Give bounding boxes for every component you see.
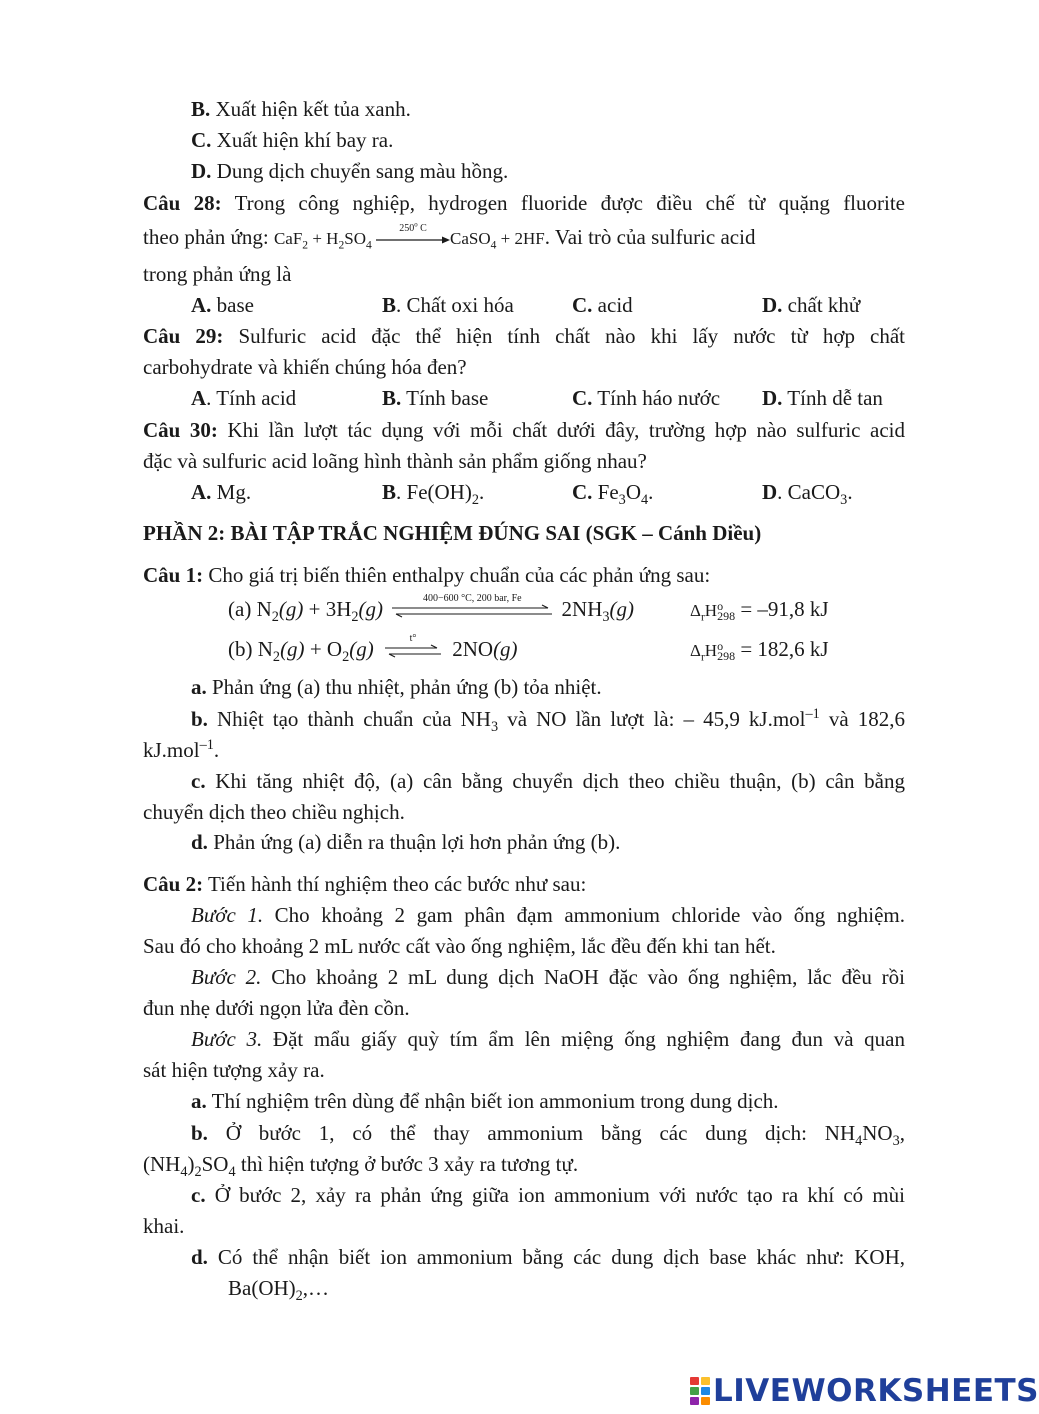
liveworksheets-logo — [690, 1372, 1039, 1410]
c2-step2: Bước 2. Cho khoảng 2 mL dung dịch NaOH đặc vào ống nghiệm, lắc đều rồi — [191, 965, 905, 989]
q30-option-c[interactable]: C. $Fe_3O_4$. — [572, 480, 654, 509]
c1-statement-c-cont: chuyển dịch theo chiều nghịch. — [143, 800, 405, 824]
q30-option-d[interactable]: D. CaCO$_3$. — [762, 480, 853, 509]
c2-statement-d-cont: $Ba(OH)_2,\dots$ — [228, 1276, 330, 1305]
c2-statement-c-cont: khai. — [143, 1214, 185, 1238]
c1-statement-d[interactable]: d. Phản ứng (a) diễn ra thuận lợi hơn phản ứng (b). — [191, 830, 621, 854]
q29-option-d[interactable]: D. Tính dễ tan — [762, 386, 883, 410]
c1-statement-c[interactable]: c. Khi tăng nhiệt độ, (a) cân bằng chuyển dịch theo chiều thuận, (b) cân bằng — [191, 769, 905, 793]
c1-equilibrium-arrow-b: t° — [385, 645, 441, 657]
c2-step3-cont: sát hiện tượng xảy ra. — [143, 1058, 325, 1082]
c2-statement-b[interactable]: b. Ở bước 1, có thể thay ammonium bằng các dung dịch: $NH_4NO_3$, — [191, 1121, 905, 1150]
part2-heading: PHẦN 2: BÀI TẬP TRẮC NGHIỆM ĐÚNG SAI (SGK – Cánh Diều) — [143, 521, 762, 545]
c2-step3: Bước 3. Đặt mẩu giấy quỳ tím ẩm lên miệng ống nghiệm đang đun và quan — [191, 1027, 906, 1051]
q28-option-d[interactable]: D. chất khử — [762, 293, 861, 317]
c1-intro: Câu 1: Cho giá trị biến thiên enthalpy chuẩn của các phản ứng sau: — [143, 563, 711, 587]
c2-statement-a[interactable]: a. Thí nghiệm trên dùng để nhận biết ion ammonium trong dung dịch. — [191, 1089, 779, 1113]
q30-option-b[interactable]: B. $Fe(OH)_2$. — [382, 480, 485, 509]
q27-option-d: D. Dung dịch chuyển sang màu hồng. — [191, 159, 509, 183]
q29-option-b[interactable]: B. Tính base — [382, 386, 489, 410]
q30-stem-line2: đặc và sulfuric acid loãng hình thành sản phẩm giống nhau? — [143, 449, 647, 473]
q28-stem-line2: theo phản ứng: $CaF_2 + H_2SO_4$ 250$^o$ C CaSO$_4$ + 2HF. Vai trò của sulfuric acid — [143, 221, 756, 252]
c1-enthalpy-a: $\Delta_rH$ o 298 = –91,8 kJ — [690, 597, 829, 624]
c2-statement-c[interactable]: c. Ở bước 2, xảy ra phản ứng giữa ion ammonium với nước tạo ra khí có mùi — [191, 1183, 905, 1207]
c2-step2-cont: đun nhẹ dưới ngọn lửa đèn cồn. — [143, 996, 410, 1020]
c1-reaction-a: (a) $N_2(g) + 3H_2(g)$ 400−600 °C, 200 bar, Fe $2NH_3(g)$ — [228, 593, 635, 626]
c1-equilibrium-arrow-a: 400−600 °C, 200 bar, Fe — [392, 605, 552, 617]
c2-statement-b-cont: $(NH_4)_2SO_4$ thì hiện tượng ở bước 3 xảy ra tương tự. — [143, 1152, 579, 1181]
q28-reaction-arrow: 250$^o$ C — [376, 235, 450, 245]
q28-option-a[interactable]: A. base — [191, 293, 254, 317]
q29-option-a[interactable]: A. Tính acid — [191, 386, 297, 410]
c1-statement-a[interactable]: a. Phản ứng (a) thu nhiệt, phản ứng (b) tỏa nhiệt. — [191, 675, 602, 699]
c2-step1-cont: Sau đó cho khoảng 2 mL nước cất vào ống nghiệm, lắc đều đến khi tan hết. — [143, 934, 776, 958]
c2-statement-d[interactable]: d. Có thể nhận biết ion ammonium bằng các dung dịch base khác như: KOH, — [191, 1245, 906, 1269]
liveworksheets-mark-icon — [690, 1377, 710, 1405]
q30-option-a[interactable]: A. Mg. — [191, 480, 252, 504]
liveworksheets-logo-text: LIVEWORKSHEETS — [713, 1373, 1039, 1409]
q30-stem-line1: Câu 30: Khi lần lượt tác dụng với mỗi chất dưới đây, trường hợp nào sulfuric acid — [143, 418, 906, 442]
q28-option-c[interactable]: C. acid — [572, 293, 633, 317]
q28-stem-line3: trong phản ứng là — [143, 262, 292, 286]
q28-equation: $CaF_2 + H_2SO_4$ 250$^o$ C CaSO$_4$ + 2HF — [273, 221, 545, 252]
q28-stem-line1: Câu 28: Trong công nghiệp, hydrogen fluoride được điều chế từ quặng fluorite — [143, 191, 906, 215]
q29-option-c[interactable]: C. Tính háo nước — [572, 386, 721, 410]
q29-stem-line2: carbohydrate và khiến chúng hóa đen? — [143, 355, 467, 379]
c1-enthalpy-b: $\Delta_rH$ o 298 = 182,6 kJ — [690, 637, 829, 664]
q29-stem-line1: Câu 29: Sulfuric acid đặc thể hiện tính chất nào khi lấy nước từ hợp chất — [143, 324, 905, 348]
c1-reaction-b: (b) $N_2(g) + O_2(g)$ t° 2NO(g) — [228, 633, 518, 666]
c1-statement-b[interactable]: b. Nhiệt tạo thành chuẩn của $NH_3$ và NO lần lượt là: – 45,9 kJ.mol$^{-1}$ và 182,6 — [191, 706, 906, 736]
q27-option-c: C. Xuất hiện khí bay ra. — [191, 128, 394, 152]
c2-step1: Bước 1. Cho khoảng 2 gam phân đạm ammonium chloride vào ống nghiệm. — [191, 903, 906, 927]
c2-intro: Câu 2: Tiến hành thí nghiệm theo các bước như sau: — [143, 872, 587, 896]
c1-statement-b-cont: kJ.mol$^{-1}$. — [143, 737, 220, 762]
q28-option-b[interactable]: B. Chất oxi hóa — [382, 293, 514, 317]
q27-option-b: B. Xuất hiện kết tủa xanh. — [191, 97, 411, 121]
